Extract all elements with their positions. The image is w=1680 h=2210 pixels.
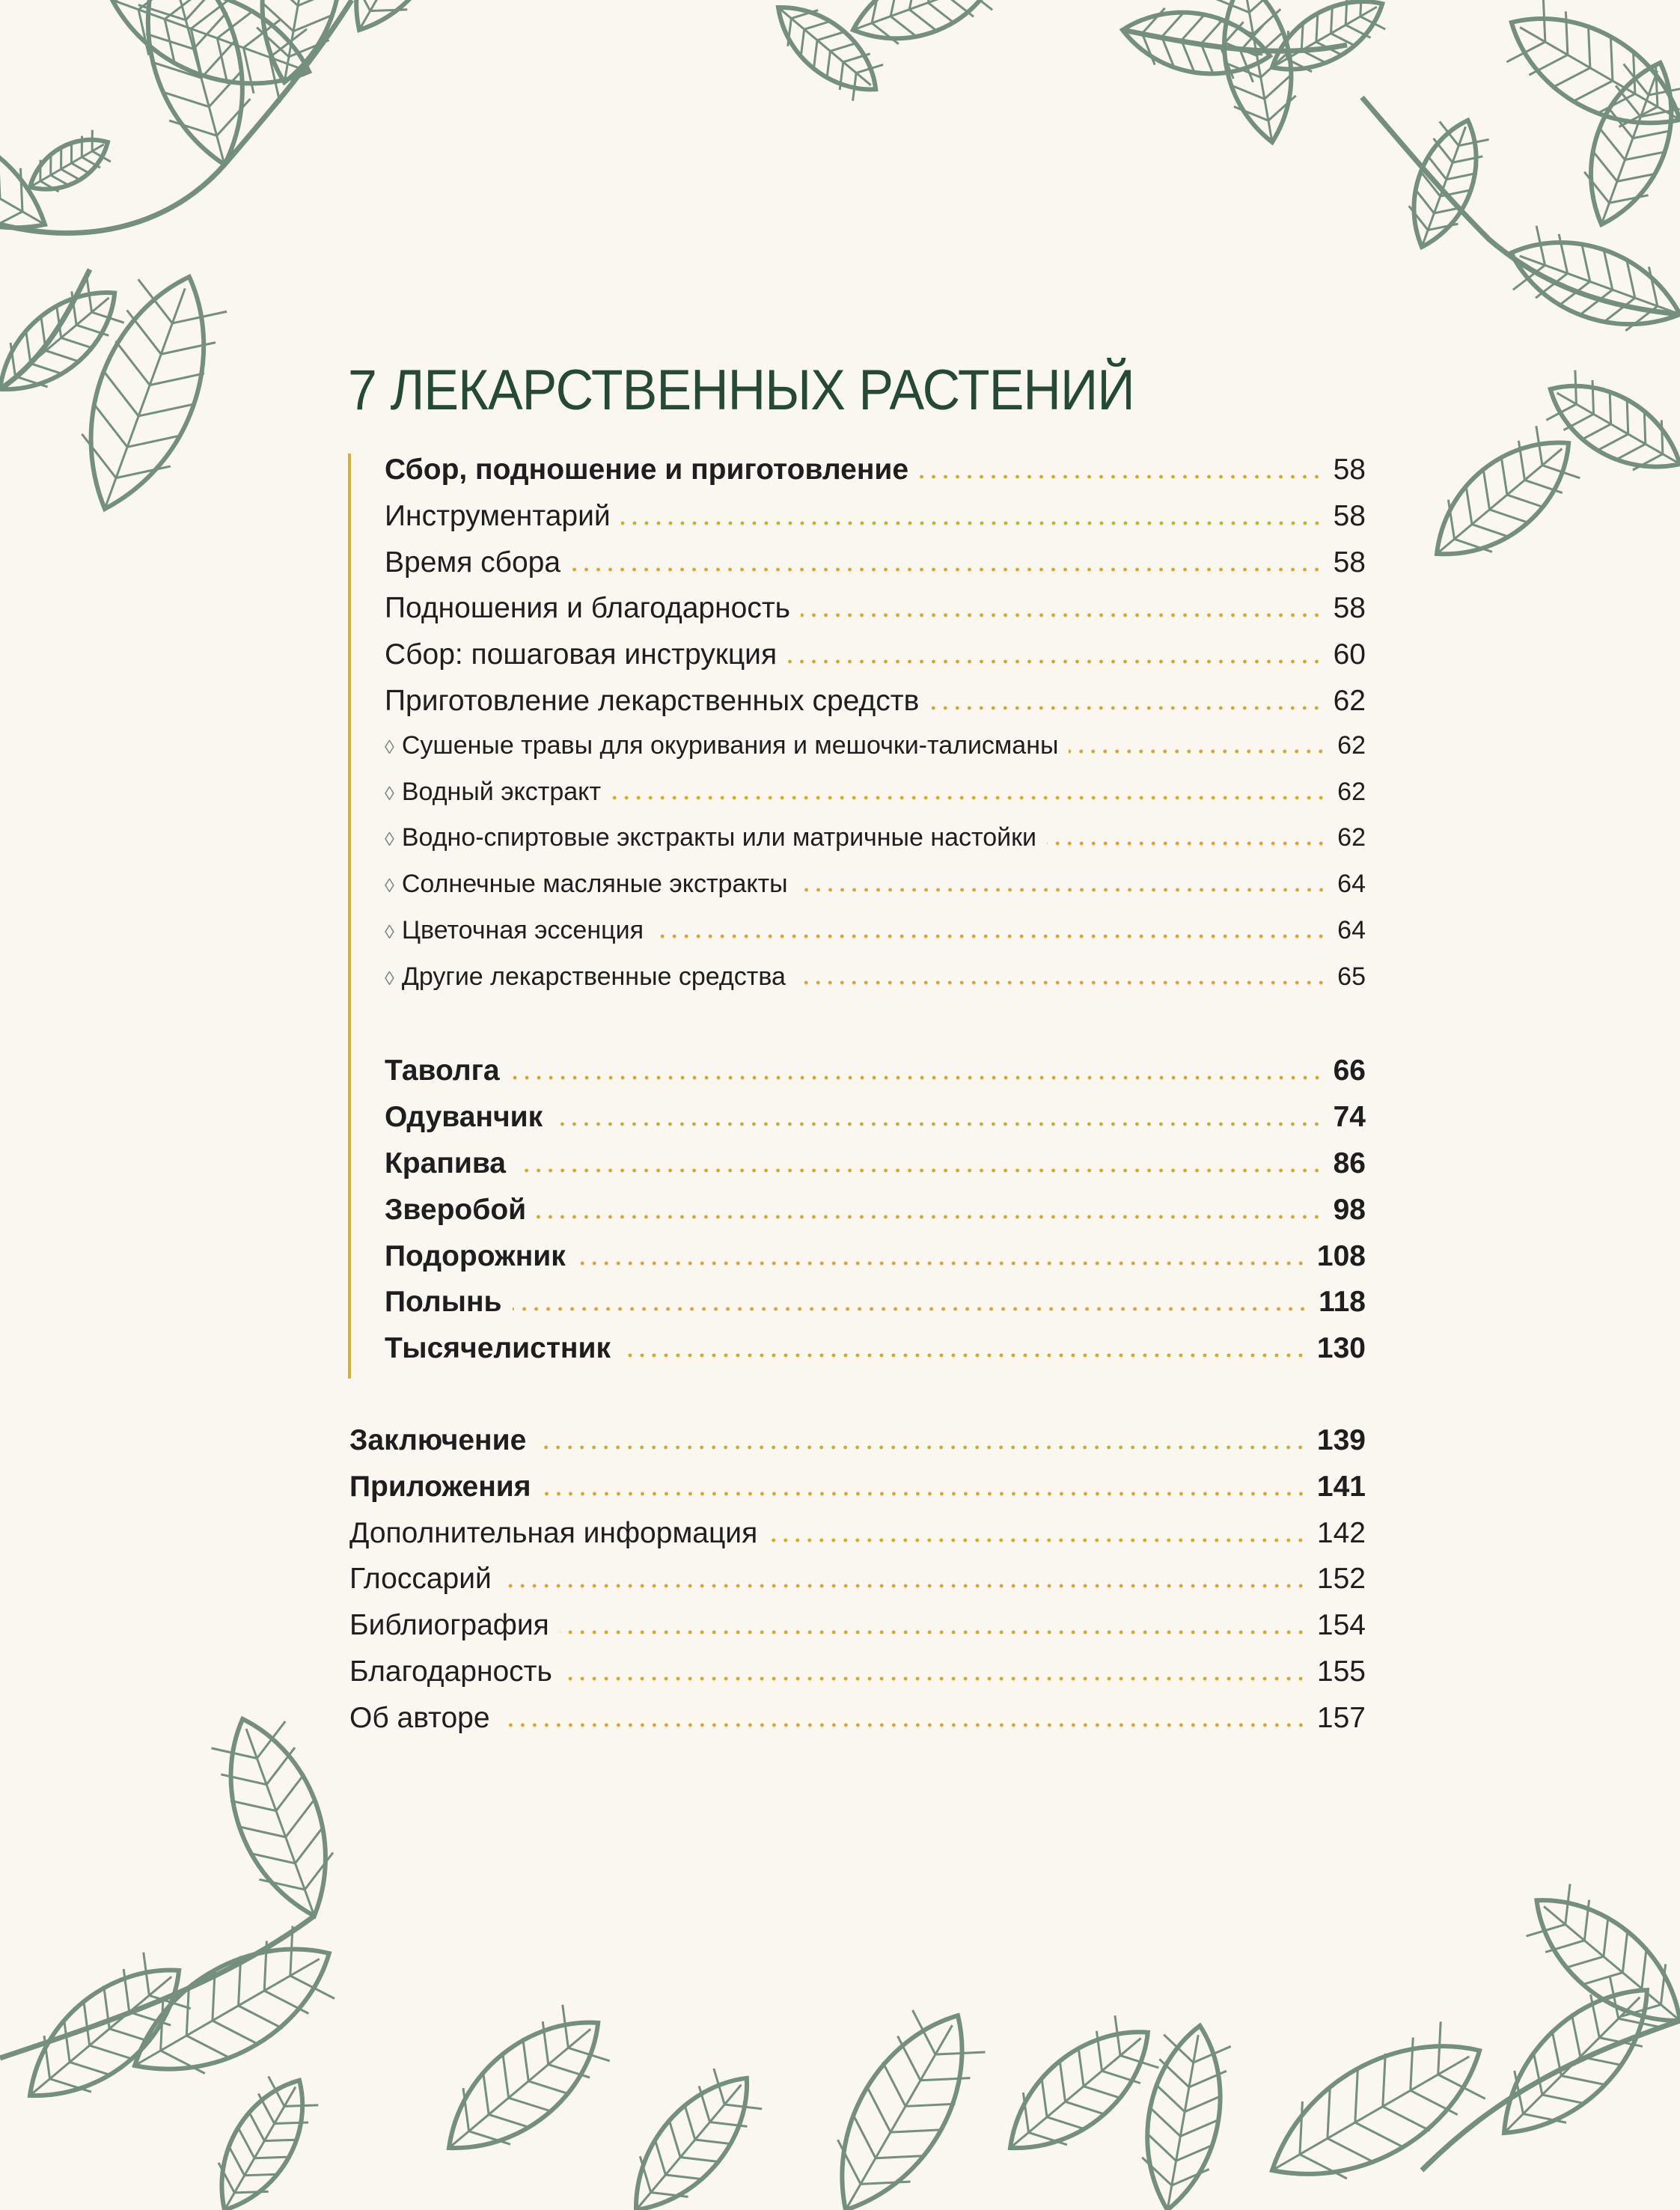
toc-entry[interactable] bbox=[385, 962, 1366, 1009]
diamond-bullet-icon: ◊ bbox=[385, 735, 394, 758]
dot-leader bbox=[787, 659, 1323, 664]
toc-entry-page: 141 bbox=[1316, 1470, 1366, 1503]
leaf-icon bbox=[611, 2057, 771, 2210]
leaf-icon bbox=[1515, 1874, 1680, 2048]
dot-leader bbox=[502, 1584, 1307, 1588]
leaf-icon bbox=[1212, 0, 1304, 147]
toc-entry-label: Инструментарий bbox=[385, 499, 611, 532]
toc-entry[interactable] bbox=[385, 1147, 1366, 1194]
toc-entry-label: Подорожник bbox=[385, 1239, 566, 1272]
toc-entry-page: 58 bbox=[1333, 546, 1366, 579]
dot-leader bbox=[537, 1445, 1307, 1450]
toc-entry[interactable] bbox=[349, 1424, 1366, 1471]
toc-entry[interactable] bbox=[385, 1286, 1366, 1332]
toc-entry-label: Полынь bbox=[385, 1286, 502, 1319]
leaf-icon bbox=[60, 260, 234, 525]
toc-entry[interactable] bbox=[385, 1101, 1366, 1147]
toc-entry[interactable] bbox=[385, 685, 1366, 731]
diamond-bullet-icon: ◊ bbox=[385, 920, 394, 943]
leaf-icon bbox=[763, 0, 891, 108]
dot-leader bbox=[510, 1075, 1323, 1080]
leaf-icon bbox=[332, 0, 469, 46]
toc-entry-label: Время сбора bbox=[385, 546, 561, 579]
leaf-icon bbox=[1397, 112, 1494, 257]
toc-entry-label: Благодарность bbox=[349, 1655, 552, 1688]
diamond-bullet-icon: ◊ bbox=[385, 781, 394, 805]
toc-entry-label: Другие лекарственные средства bbox=[401, 962, 786, 991]
leaf-icon bbox=[113, 1917, 350, 2103]
toc-entry-page: 139 bbox=[1316, 1424, 1366, 1456]
dot-leader bbox=[501, 1723, 1307, 1727]
dot-leader bbox=[798, 888, 1328, 892]
toc-section-plants bbox=[348, 454, 1366, 1379]
leaf-icon bbox=[425, 1994, 622, 2177]
toc-entry-label: Таволга bbox=[385, 1054, 500, 1087]
toc-entry-label: Сбор, подношение и приготовление bbox=[385, 454, 909, 486]
leaf-icon bbox=[843, 0, 1004, 58]
toc-entry[interactable] bbox=[385, 1240, 1366, 1286]
leaf-icon bbox=[205, 1706, 352, 1930]
leaf-icon bbox=[988, 2006, 1170, 2174]
toc-entry-label: Дополнительная информация bbox=[349, 1516, 758, 1549]
toc-entry[interactable] bbox=[385, 454, 1366, 500]
toc-entry-page: 64 bbox=[1337, 870, 1366, 899]
leaf-icon bbox=[1250, 2012, 1503, 2210]
dot-leader bbox=[801, 613, 1323, 617]
toc-entry-label: Водно-спиртовые экстракты или матричные настойки bbox=[401, 823, 1036, 852]
toc-entry[interactable] bbox=[385, 731, 1366, 778]
toc-entry[interactable] bbox=[385, 823, 1366, 870]
toc-entry-page: 86 bbox=[1333, 1147, 1366, 1179]
dot-leader bbox=[576, 1261, 1307, 1266]
leaf-icon bbox=[1260, 0, 1394, 88]
dot-leader bbox=[563, 1676, 1307, 1681]
dot-leader bbox=[1047, 841, 1327, 846]
toc-entry-page: 58 bbox=[1333, 499, 1366, 532]
toc-entry[interactable] bbox=[385, 916, 1366, 962]
toc-entry-page: 130 bbox=[1316, 1332, 1366, 1365]
toc-entry-label: Крапива bbox=[385, 1147, 506, 1179]
toc-entry[interactable] bbox=[349, 1563, 1366, 1609]
toc-entry-page: 142 bbox=[1316, 1516, 1366, 1549]
dot-leader bbox=[621, 1353, 1307, 1358]
chapter-title: 7 ЛЕКАРСТВЕННЫХ РАСТЕНИЙ bbox=[348, 358, 1134, 422]
dot-leader bbox=[537, 1215, 1322, 1219]
toc-entry-page: 155 bbox=[1316, 1655, 1366, 1688]
dot-leader bbox=[513, 1307, 1309, 1311]
toc-entry-page: 60 bbox=[1333, 638, 1366, 671]
dot-leader bbox=[929, 706, 1322, 710]
dot-leader bbox=[621, 521, 1323, 525]
toc-entry[interactable] bbox=[385, 500, 1366, 546]
leaf-icon bbox=[199, 2066, 325, 2210]
toc-entry-label: Тысячелистник bbox=[385, 1332, 611, 1365]
toc-entry-label: Заключение bbox=[349, 1424, 527, 1456]
dot-leader bbox=[611, 796, 1327, 800]
toc-entry[interactable] bbox=[349, 1702, 1366, 1748]
toc-entry-label: Цветочная эссенция bbox=[401, 915, 644, 944]
toc-entry-page: 157 bbox=[1316, 1701, 1366, 1734]
leaf-icon bbox=[1568, 51, 1680, 236]
toc-entry-label: Сушеные травы для окуривания и мешочки-талисманы bbox=[401, 730, 1059, 760]
leaf-icon bbox=[1500, 220, 1680, 347]
leaf-icon bbox=[1117, 1, 1275, 85]
toc-entry-label: Приготовление лекарственных средств bbox=[385, 684, 920, 717]
toc-entry-label: Одуванчик bbox=[385, 1101, 543, 1134]
toc-entry[interactable] bbox=[385, 638, 1366, 685]
dot-leader bbox=[796, 980, 1327, 985]
toc-entry-label: Водный экстракт bbox=[401, 777, 602, 806]
dot-leader bbox=[553, 1122, 1322, 1126]
toc-entry-page: 62 bbox=[1337, 730, 1366, 760]
toc-entry[interactable] bbox=[385, 592, 1366, 638]
toc-entry[interactable] bbox=[385, 778, 1366, 824]
leaf-icon bbox=[21, 126, 117, 203]
spacer bbox=[385, 1009, 1366, 1055]
leaf-icon bbox=[1478, 1964, 1674, 2160]
diamond-bullet-icon: ◊ bbox=[385, 966, 394, 989]
toc-entry-page: 118 bbox=[1319, 1286, 1366, 1319]
toc-entry-page: 152 bbox=[1316, 1563, 1366, 1596]
dot-leader bbox=[1069, 749, 1327, 754]
leaf-icon bbox=[1414, 417, 1591, 581]
toc-entry-label: Подношения и благодарность bbox=[385, 592, 791, 625]
toc-entry-page: 58 bbox=[1333, 592, 1366, 625]
toc-entry-label: Об авторе bbox=[349, 1701, 490, 1734]
toc-entry[interactable] bbox=[385, 1332, 1366, 1379]
toc-entry-label: Солнечные масляные экстракты bbox=[401, 870, 788, 899]
dot-leader bbox=[654, 934, 1327, 938]
toc-entry-page: 58 bbox=[1333, 454, 1366, 486]
toc-section-appendix bbox=[349, 1424, 1366, 1748]
diamond-bullet-icon: ◊ bbox=[385, 874, 394, 897]
toc-entry-page: 74 bbox=[1333, 1101, 1366, 1134]
leaf-icon bbox=[809, 1994, 995, 2210]
toc-entry-page: 98 bbox=[1333, 1193, 1366, 1226]
toc-entry-label: Зверобой bbox=[385, 1193, 527, 1226]
toc-entry-page: 62 bbox=[1337, 777, 1366, 806]
toc-entry-label: Глоссарий bbox=[349, 1563, 492, 1596]
dot-leader bbox=[542, 1492, 1307, 1496]
toc-entry-page: 154 bbox=[1316, 1609, 1366, 1642]
dot-leader bbox=[768, 1538, 1307, 1542]
dot-leader bbox=[919, 474, 1323, 479]
diamond-bullet-icon: ◊ bbox=[385, 828, 394, 851]
toc-entry-label: Библиография bbox=[349, 1609, 549, 1642]
dot-leader bbox=[560, 1630, 1307, 1634]
toc-entry[interactable] bbox=[349, 1655, 1366, 1702]
toc-entry[interactable] bbox=[349, 1517, 1366, 1563]
toc-entry-page: 62 bbox=[1337, 823, 1366, 852]
toc-entry-page: 108 bbox=[1316, 1239, 1366, 1272]
dot-leader bbox=[571, 567, 1323, 572]
leaf-icon bbox=[6, 1942, 203, 2125]
leaf-icon bbox=[1493, 0, 1680, 152]
leaf-icon bbox=[0, 270, 133, 412]
toc-entry[interactable] bbox=[349, 1609, 1366, 1655]
leaf-icon bbox=[1133, 2020, 1234, 2210]
toc-entry-label: Сбор: пошаговая инструкция bbox=[385, 638, 778, 671]
toc-entry-label: Приложения bbox=[349, 1470, 531, 1503]
toc-entry[interactable] bbox=[349, 1471, 1366, 1517]
toc-entry-page: 62 bbox=[1333, 684, 1366, 717]
toc-entry[interactable] bbox=[385, 1054, 1366, 1101]
toc-entry[interactable] bbox=[385, 1194, 1366, 1240]
toc-entry-page: 66 bbox=[1333, 1054, 1366, 1087]
toc-entry[interactable] bbox=[385, 870, 1366, 916]
toc-entry-page: 65 bbox=[1337, 962, 1366, 991]
toc-entry-page: 64 bbox=[1337, 915, 1366, 944]
toc-entry[interactable] bbox=[385, 546, 1366, 593]
dot-leader bbox=[516, 1168, 1323, 1173]
